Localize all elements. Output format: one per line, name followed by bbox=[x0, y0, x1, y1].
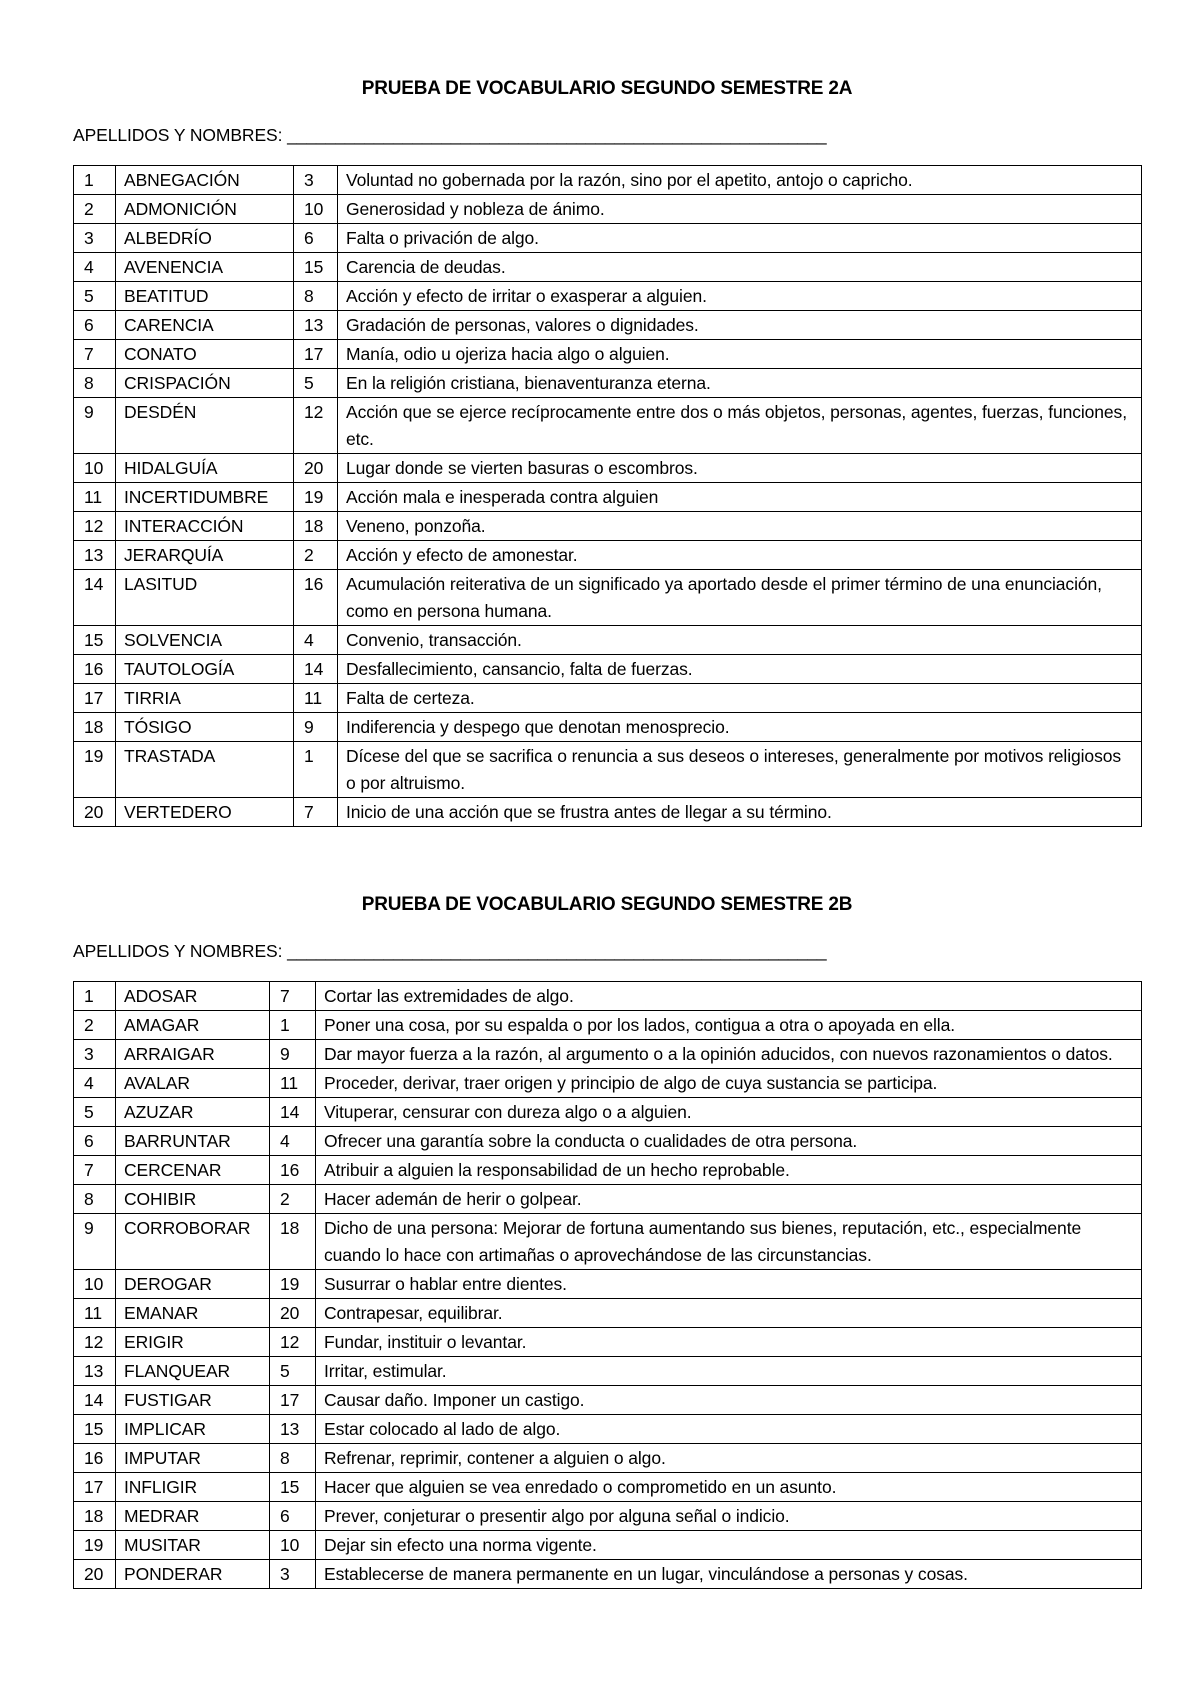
match-number: 16 bbox=[294, 570, 338, 626]
row-number: 5 bbox=[74, 1098, 116, 1127]
match-number: 7 bbox=[270, 982, 316, 1011]
test-2a-table-row bbox=[74, 626, 1142, 655]
match-number: 6 bbox=[294, 224, 338, 253]
vocabulary-word: HIDALGUÍA bbox=[116, 454, 294, 483]
definition-text: Hacer ademán de herir o golpear. bbox=[316, 1185, 1142, 1214]
test-2a-table-row bbox=[74, 570, 1142, 626]
test-2a-table-row bbox=[74, 398, 1142, 454]
definition-text: Voluntad no gobernada por la razón, sino por el apetito, antojo o capricho. bbox=[338, 166, 1142, 195]
definition-text: Estar colocado al lado de algo. bbox=[316, 1415, 1142, 1444]
vocabulary-word: CARENCIA bbox=[116, 311, 294, 340]
vocabulary-word: IMPLICAR bbox=[116, 1415, 270, 1444]
vocabulary-word: TRASTADA bbox=[116, 742, 294, 798]
row-number: 15 bbox=[74, 626, 116, 655]
test-2b-table-row bbox=[74, 1531, 1142, 1560]
vocabulary-word: ABNEGACIÓN bbox=[116, 166, 294, 195]
row-number: 7 bbox=[74, 340, 116, 369]
test-2a-table bbox=[73, 165, 1142, 827]
match-number: 12 bbox=[294, 398, 338, 454]
row-number: 9 bbox=[74, 398, 116, 454]
test-2a-table-row bbox=[74, 369, 1142, 398]
vocabulary-word: INFLIGIR bbox=[116, 1473, 270, 1502]
row-number: 6 bbox=[74, 1127, 116, 1156]
test-2a-name-line: APELLIDOS Y NOMBRES: ________________________________________________________ bbox=[73, 125, 827, 145]
test-2b-table-row bbox=[74, 1560, 1142, 1589]
test-2a-table-row bbox=[74, 224, 1142, 253]
match-number: 8 bbox=[270, 1444, 316, 1473]
row-number: 8 bbox=[74, 369, 116, 398]
vocabulary-word: AMAGAR bbox=[116, 1011, 270, 1040]
match-number: 8 bbox=[294, 282, 338, 311]
definition-text: Susurrar o hablar entre dientes. bbox=[316, 1270, 1142, 1299]
test-2b-table-row bbox=[74, 1444, 1142, 1473]
match-number: 2 bbox=[270, 1185, 316, 1214]
vocabulary-word: AVENENCIA bbox=[116, 253, 294, 282]
test-2a-table-row bbox=[74, 454, 1142, 483]
test-2a-table-row bbox=[74, 483, 1142, 512]
vocabulary-word: MEDRAR bbox=[116, 1502, 270, 1531]
row-number: 2 bbox=[74, 1011, 116, 1040]
test-2b-table-row bbox=[74, 1156, 1142, 1185]
row-number: 12 bbox=[74, 512, 116, 541]
vocabulary-word: ALBEDRÍO bbox=[116, 224, 294, 253]
row-number: 16 bbox=[74, 1444, 116, 1473]
vocabulary-word: CONATO bbox=[116, 340, 294, 369]
match-number: 5 bbox=[270, 1357, 316, 1386]
row-number: 6 bbox=[74, 311, 116, 340]
test-2b-table-row bbox=[74, 1214, 1142, 1270]
vocabulary-word: BEATITUD bbox=[116, 282, 294, 311]
match-number: 15 bbox=[270, 1473, 316, 1502]
vocabulary-word: SOLVENCIA bbox=[116, 626, 294, 655]
test-2a-table-row bbox=[74, 684, 1142, 713]
definition-text: En la religión cristiana, bienaventuranza eterna. bbox=[338, 369, 1142, 398]
row-number: 3 bbox=[74, 1040, 116, 1069]
vocabulary-word: INCERTIDUMBRE bbox=[116, 483, 294, 512]
match-number: 4 bbox=[294, 626, 338, 655]
test-2a-table-row bbox=[74, 512, 1142, 541]
definition-text: Proceder, derivar, traer origen y principio de algo de cuya sustancia se participa. bbox=[316, 1069, 1142, 1098]
definition-text: Convenio, transacción. bbox=[338, 626, 1142, 655]
match-number: 11 bbox=[270, 1069, 316, 1098]
match-number: 18 bbox=[270, 1214, 316, 1270]
test-2a-table-row bbox=[74, 541, 1142, 570]
match-number: 3 bbox=[270, 1560, 316, 1589]
definition-text: Dicho de una persona: Mejorar de fortuna aumentando sus bienes, reputación, etc., especialmente cuando lo hace con artimañas o aprovechándose de las circunstancias. bbox=[316, 1214, 1142, 1270]
test-2a-section bbox=[73, 76, 1141, 827]
definition-text: Hacer que alguien se vea enredado o comprometido en un asunto. bbox=[316, 1473, 1142, 1502]
match-number: 19 bbox=[294, 483, 338, 512]
definition-text: Generosidad y nobleza de ánimo. bbox=[338, 195, 1142, 224]
test-2b-table-row bbox=[74, 1127, 1142, 1156]
row-number: 5 bbox=[74, 282, 116, 311]
row-number: 19 bbox=[74, 742, 116, 798]
vocabulary-word: TAUTOLOGÍA bbox=[116, 655, 294, 684]
test-2b-table-row bbox=[74, 1011, 1142, 1040]
match-number: 2 bbox=[294, 541, 338, 570]
vocabulary-word: FLANQUEAR bbox=[116, 1357, 270, 1386]
test-2a-table-row bbox=[74, 253, 1142, 282]
definition-text: Carencia de deudas. bbox=[338, 253, 1142, 282]
test-2a-title: PRUEBA DE VOCABULARIO SEGUNDO SEMESTRE 2A bbox=[361, 78, 853, 99]
test-2a-table-row bbox=[74, 655, 1142, 684]
row-number: 13 bbox=[74, 1357, 116, 1386]
row-number: 17 bbox=[74, 1473, 116, 1502]
match-number: 20 bbox=[294, 454, 338, 483]
test-2a-table-row bbox=[74, 713, 1142, 742]
vocabulary-word: EMANAR bbox=[116, 1299, 270, 1328]
test-2a-table-row bbox=[74, 282, 1142, 311]
match-number: 6 bbox=[270, 1502, 316, 1531]
row-number: 2 bbox=[74, 195, 116, 224]
row-number: 17 bbox=[74, 684, 116, 713]
row-number: 20 bbox=[74, 1560, 116, 1589]
row-number: 15 bbox=[74, 1415, 116, 1444]
definition-text: Ofrecer una garantía sobre la conducta o cualidades de otra persona. bbox=[316, 1127, 1142, 1156]
row-number: 4 bbox=[74, 253, 116, 282]
test-2a-table-row bbox=[74, 742, 1142, 798]
match-number: 17 bbox=[294, 340, 338, 369]
test-2b-table-row bbox=[74, 1270, 1142, 1299]
row-number: 8 bbox=[74, 1185, 116, 1214]
vocabulary-word: IMPUTAR bbox=[116, 1444, 270, 1473]
row-number: 1 bbox=[74, 166, 116, 195]
test-2b-table-row bbox=[74, 1299, 1142, 1328]
match-number: 20 bbox=[270, 1299, 316, 1328]
definition-text: Acción que se ejerce recíprocamente entre dos o más objetos, personas, agentes, fuerzas, funciones, etc. bbox=[338, 398, 1142, 454]
definition-text: Cortar las extremidades de algo. bbox=[316, 982, 1142, 1011]
row-number: 10 bbox=[74, 454, 116, 483]
vocabulary-word: BARRUNTAR bbox=[116, 1127, 270, 1156]
vocabulary-word: VERTEDERO bbox=[116, 798, 294, 827]
match-number: 13 bbox=[270, 1415, 316, 1444]
row-number: 18 bbox=[74, 1502, 116, 1531]
match-number: 14 bbox=[294, 655, 338, 684]
definition-text: Acción mala e inesperada contra alguien bbox=[338, 483, 1142, 512]
vocabulary-word: MUSITAR bbox=[116, 1531, 270, 1560]
match-number: 10 bbox=[294, 195, 338, 224]
row-number: 3 bbox=[74, 224, 116, 253]
row-number: 13 bbox=[74, 541, 116, 570]
test-2b-table-row bbox=[74, 1386, 1142, 1415]
match-number: 17 bbox=[270, 1386, 316, 1415]
test-2b-table-row bbox=[74, 1502, 1142, 1531]
test-2b-table-row bbox=[74, 982, 1142, 1011]
vocabulary-word: INTERACCIÓN bbox=[116, 512, 294, 541]
match-number: 9 bbox=[294, 713, 338, 742]
definition-text: Indiferencia y despego que denotan menosprecio. bbox=[338, 713, 1142, 742]
vocabulary-word: CORROBORAR bbox=[116, 1214, 270, 1270]
row-number: 1 bbox=[74, 982, 116, 1011]
definition-text: Fundar, instituir o levantar. bbox=[316, 1328, 1142, 1357]
match-number: 19 bbox=[270, 1270, 316, 1299]
match-number: 16 bbox=[270, 1156, 316, 1185]
test-2a-table-row bbox=[74, 311, 1142, 340]
definition-text: Poner una cosa, por su espalda o por los lados, contigua a otra o apoyada en ella. bbox=[316, 1011, 1142, 1040]
test-2b-section bbox=[73, 892, 1141, 1589]
test-2a-table-row bbox=[74, 798, 1142, 827]
vocabulary-word: JERARQUÍA bbox=[116, 541, 294, 570]
match-number: 10 bbox=[270, 1531, 316, 1560]
vocabulary-word: DEROGAR bbox=[116, 1270, 270, 1299]
definition-text: Causar daño. Imponer un castigo. bbox=[316, 1386, 1142, 1415]
row-number: 12 bbox=[74, 1328, 116, 1357]
test-2b-table-row bbox=[74, 1069, 1142, 1098]
row-number: 19 bbox=[74, 1531, 116, 1560]
definition-text: Dícese del que se sacrifica o renuncia a sus deseos o intereses, generalmente por motivos religiosos o por altruismo. bbox=[338, 742, 1142, 798]
vocabulary-word: PONDERAR bbox=[116, 1560, 270, 1589]
definition-text: Irritar, estimular. bbox=[316, 1357, 1142, 1386]
test-2b-table-row bbox=[74, 1185, 1142, 1214]
row-number: 14 bbox=[74, 570, 116, 626]
definition-text: Establecerse de manera permanente en un lugar, vinculándose a personas y cosas. bbox=[316, 1560, 1142, 1589]
match-number: 14 bbox=[270, 1098, 316, 1127]
vocabulary-word: CERCENAR bbox=[116, 1156, 270, 1185]
vocabulary-word: AVALAR bbox=[116, 1069, 270, 1098]
definition-text: Inicio de una acción que se frustra antes de llegar a su término. bbox=[338, 798, 1142, 827]
definition-text: Acción y efecto de amonestar. bbox=[338, 541, 1142, 570]
definition-text: Veneno, ponzoña. bbox=[338, 512, 1142, 541]
row-number: 7 bbox=[74, 1156, 116, 1185]
definition-text: Lugar donde se vierten basuras o escombros. bbox=[338, 454, 1142, 483]
match-number: 3 bbox=[294, 166, 338, 195]
match-number: 1 bbox=[270, 1011, 316, 1040]
vocabulary-word: DESDÉN bbox=[116, 398, 294, 454]
vocabulary-word: FUSTIGAR bbox=[116, 1386, 270, 1415]
vocabulary-word: LASITUD bbox=[116, 570, 294, 626]
match-number: 1 bbox=[294, 742, 338, 798]
row-number: 11 bbox=[74, 1299, 116, 1328]
vocabulary-word: TÓSIGO bbox=[116, 713, 294, 742]
definition-text: Falta de certeza. bbox=[338, 684, 1142, 713]
test-2b-table-row bbox=[74, 1415, 1142, 1444]
definition-text: Dejar sin efecto una norma vigente. bbox=[316, 1531, 1142, 1560]
match-number: 18 bbox=[294, 512, 338, 541]
test-2b-table-row bbox=[74, 1473, 1142, 1502]
row-number: 11 bbox=[74, 483, 116, 512]
vocabulary-word: AZUZAR bbox=[116, 1098, 270, 1127]
definition-text: Dar mayor fuerza a la razón, al argumento o a la opinión aducidos, con nuevos razonamientos o datos. bbox=[316, 1040, 1142, 1069]
definition-text: Falta o privación de algo. bbox=[338, 224, 1142, 253]
row-number: 4 bbox=[74, 1069, 116, 1098]
match-number: 15 bbox=[294, 253, 338, 282]
match-number: 7 bbox=[294, 798, 338, 827]
row-number: 16 bbox=[74, 655, 116, 684]
definition-text: Acción y efecto de irritar o exasperar a alguien. bbox=[338, 282, 1142, 311]
vocabulary-word: CRISPACIÓN bbox=[116, 369, 294, 398]
row-number: 9 bbox=[74, 1214, 116, 1270]
match-number: 11 bbox=[294, 684, 338, 713]
vocabulary-word: ADMONICIÓN bbox=[116, 195, 294, 224]
test-2b-table-row bbox=[74, 1098, 1142, 1127]
vocabulary-word: ADOSAR bbox=[116, 982, 270, 1011]
definition-text: Manía, odio u ojeriza hacia algo o alguien. bbox=[338, 340, 1142, 369]
row-number: 10 bbox=[74, 1270, 116, 1299]
vocabulary-word: ARRAIGAR bbox=[116, 1040, 270, 1069]
match-number: 5 bbox=[294, 369, 338, 398]
definition-text: Contrapesar, equilibrar. bbox=[316, 1299, 1142, 1328]
definition-text: Desfallecimiento, cansancio, falta de fuerzas. bbox=[338, 655, 1142, 684]
test-2b-title: PRUEBA DE VOCABULARIO SEGUNDO SEMESTRE 2B bbox=[361, 894, 853, 915]
vocabulary-word: ERIGIR bbox=[116, 1328, 270, 1357]
row-number: 18 bbox=[74, 713, 116, 742]
row-number: 20 bbox=[74, 798, 116, 827]
test-2b-name-line: APELLIDOS Y NOMBRES: ________________________________________________________ bbox=[73, 941, 827, 961]
definition-text: Atribuir a alguien la responsabilidad de un hecho reprobable. bbox=[316, 1156, 1142, 1185]
match-number: 9 bbox=[270, 1040, 316, 1069]
test-2b-table-row bbox=[74, 1040, 1142, 1069]
definition-text: Vituperar, censurar con dureza algo o a alguien. bbox=[316, 1098, 1142, 1127]
definition-text: Acumulación reiterativa de un significado ya aportado desde el primer término de una enunciación, como en persona humana. bbox=[338, 570, 1142, 626]
test-2a-table-row bbox=[74, 195, 1142, 224]
test-2a-table-row bbox=[74, 166, 1142, 195]
definition-text: Prever, conjeturar o presentir algo por alguna señal o indicio. bbox=[316, 1502, 1142, 1531]
row-number: 14 bbox=[74, 1386, 116, 1415]
test-2b-table-row bbox=[74, 1328, 1142, 1357]
test-2a-table-row bbox=[74, 340, 1142, 369]
match-number: 13 bbox=[294, 311, 338, 340]
test-2b-table-row bbox=[74, 1357, 1142, 1386]
definition-text: Refrenar, reprimir, contener a alguien o algo. bbox=[316, 1444, 1142, 1473]
test-2b-table bbox=[73, 981, 1142, 1589]
definition-text: Gradación de personas, valores o dignidades. bbox=[338, 311, 1142, 340]
vocabulary-word: TIRRIA bbox=[116, 684, 294, 713]
match-number: 4 bbox=[270, 1127, 316, 1156]
vocabulary-word: COHIBIR bbox=[116, 1185, 270, 1214]
match-number: 12 bbox=[270, 1328, 316, 1357]
